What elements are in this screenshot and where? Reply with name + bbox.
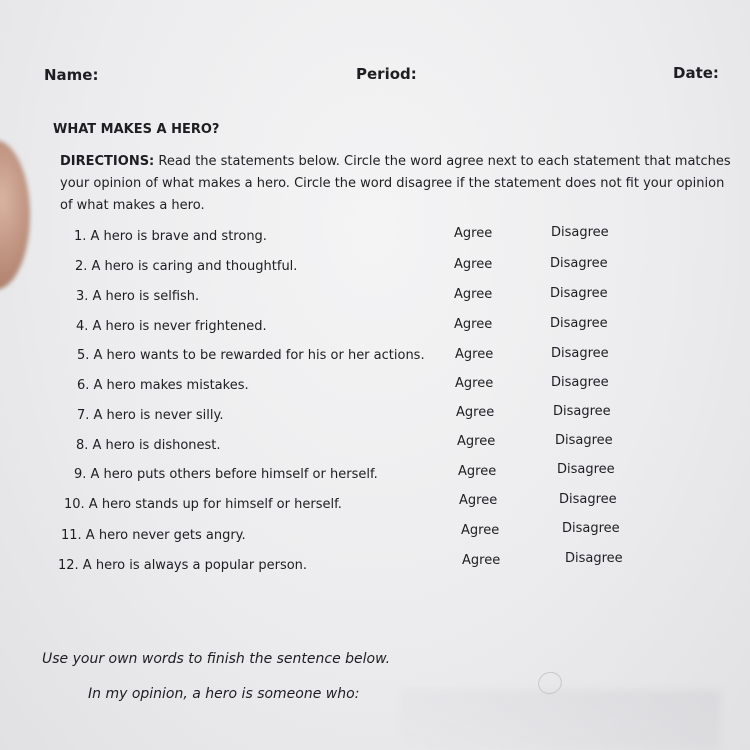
agree-option-8[interactable]: Agree xyxy=(457,434,496,449)
statement-7: 7. A hero is never silly. xyxy=(77,408,224,423)
statement-6: 6. A hero makes mistakes. xyxy=(77,378,249,393)
disagree-option-9[interactable]: Disagree xyxy=(557,462,615,477)
statement-9: 9. A hero puts others before himself or herself. xyxy=(74,467,378,482)
directions-line-2: your opinion of what makes a hero. Circle the word disagree if the statement does not fit your opinion xyxy=(60,176,725,191)
directions-label: DIRECTIONS: xyxy=(60,154,155,169)
statement-1: 1. A hero is brave and strong. xyxy=(74,229,267,244)
disagree-option-11[interactable]: Disagree xyxy=(562,521,620,536)
agree-option-7[interactable]: Agree xyxy=(456,405,495,420)
agree-option-1[interactable]: Agree xyxy=(454,226,493,241)
agree-option-2[interactable]: Agree xyxy=(454,257,493,272)
statement-4: 4. A hero is never frightened. xyxy=(76,319,267,334)
statement-5: 5. A hero wants to be rewarded for his or her actions. xyxy=(77,348,425,363)
statement-3: 3. A hero is selfish. xyxy=(76,289,200,304)
disagree-option-1[interactable]: Disagree xyxy=(551,225,609,240)
period-label: Period: xyxy=(356,65,417,83)
agree-option-6[interactable]: Agree xyxy=(455,376,494,391)
disagree-option-12[interactable]: Disagree xyxy=(565,551,623,566)
directions-text-1: Read the statements below. Circle the word agree next to each statement that matches xyxy=(154,154,731,169)
directions xyxy=(60,151,731,217)
disagree-option-4[interactable]: Disagree xyxy=(550,316,608,331)
disagree-option-3[interactable]: Disagree xyxy=(550,286,608,301)
agree-option-12[interactable]: Agree xyxy=(462,553,501,568)
worksheet-title: WHAT MAKES A HERO? xyxy=(53,122,220,137)
disagree-option-8[interactable]: Disagree xyxy=(555,433,613,448)
statement-2: 2. A hero is caring and thoughtful. xyxy=(75,259,298,274)
agree-option-5[interactable]: Agree xyxy=(455,347,494,362)
date-label: Date: xyxy=(673,64,719,82)
footer-instruction: Use your own words to finish the sentence below. xyxy=(42,651,391,667)
disagree-option-6[interactable]: Disagree xyxy=(551,375,609,390)
agree-option-11[interactable]: Agree xyxy=(461,523,500,538)
agree-option-3[interactable]: Agree xyxy=(454,287,493,302)
agree-option-4[interactable]: Agree xyxy=(454,317,493,332)
statement-12: 12. A hero is always a popular person. xyxy=(58,558,308,573)
agree-option-10[interactable]: Agree xyxy=(459,493,498,508)
disagree-option-5[interactable]: Disagree xyxy=(551,346,609,361)
statement-8: 8. A hero is dishonest. xyxy=(76,438,221,453)
statement-10: 10. A hero stands up for himself or herself. xyxy=(64,497,342,512)
disagree-option-10[interactable]: Disagree xyxy=(559,492,617,507)
statement-11: 11. A hero never gets angry. xyxy=(61,528,246,543)
name-label: Name: xyxy=(44,66,99,84)
footer-prompt: In my opinion, a hero is someone who: xyxy=(88,686,360,702)
ink-bleed-through xyxy=(400,690,720,750)
agree-option-9[interactable]: Agree xyxy=(458,464,497,479)
directions-line-3: of what makes a hero. xyxy=(60,198,205,213)
disagree-option-2[interactable]: Disagree xyxy=(550,256,608,271)
directions-line-1 xyxy=(60,151,731,173)
disagree-option-7[interactable]: Disagree xyxy=(553,404,611,419)
